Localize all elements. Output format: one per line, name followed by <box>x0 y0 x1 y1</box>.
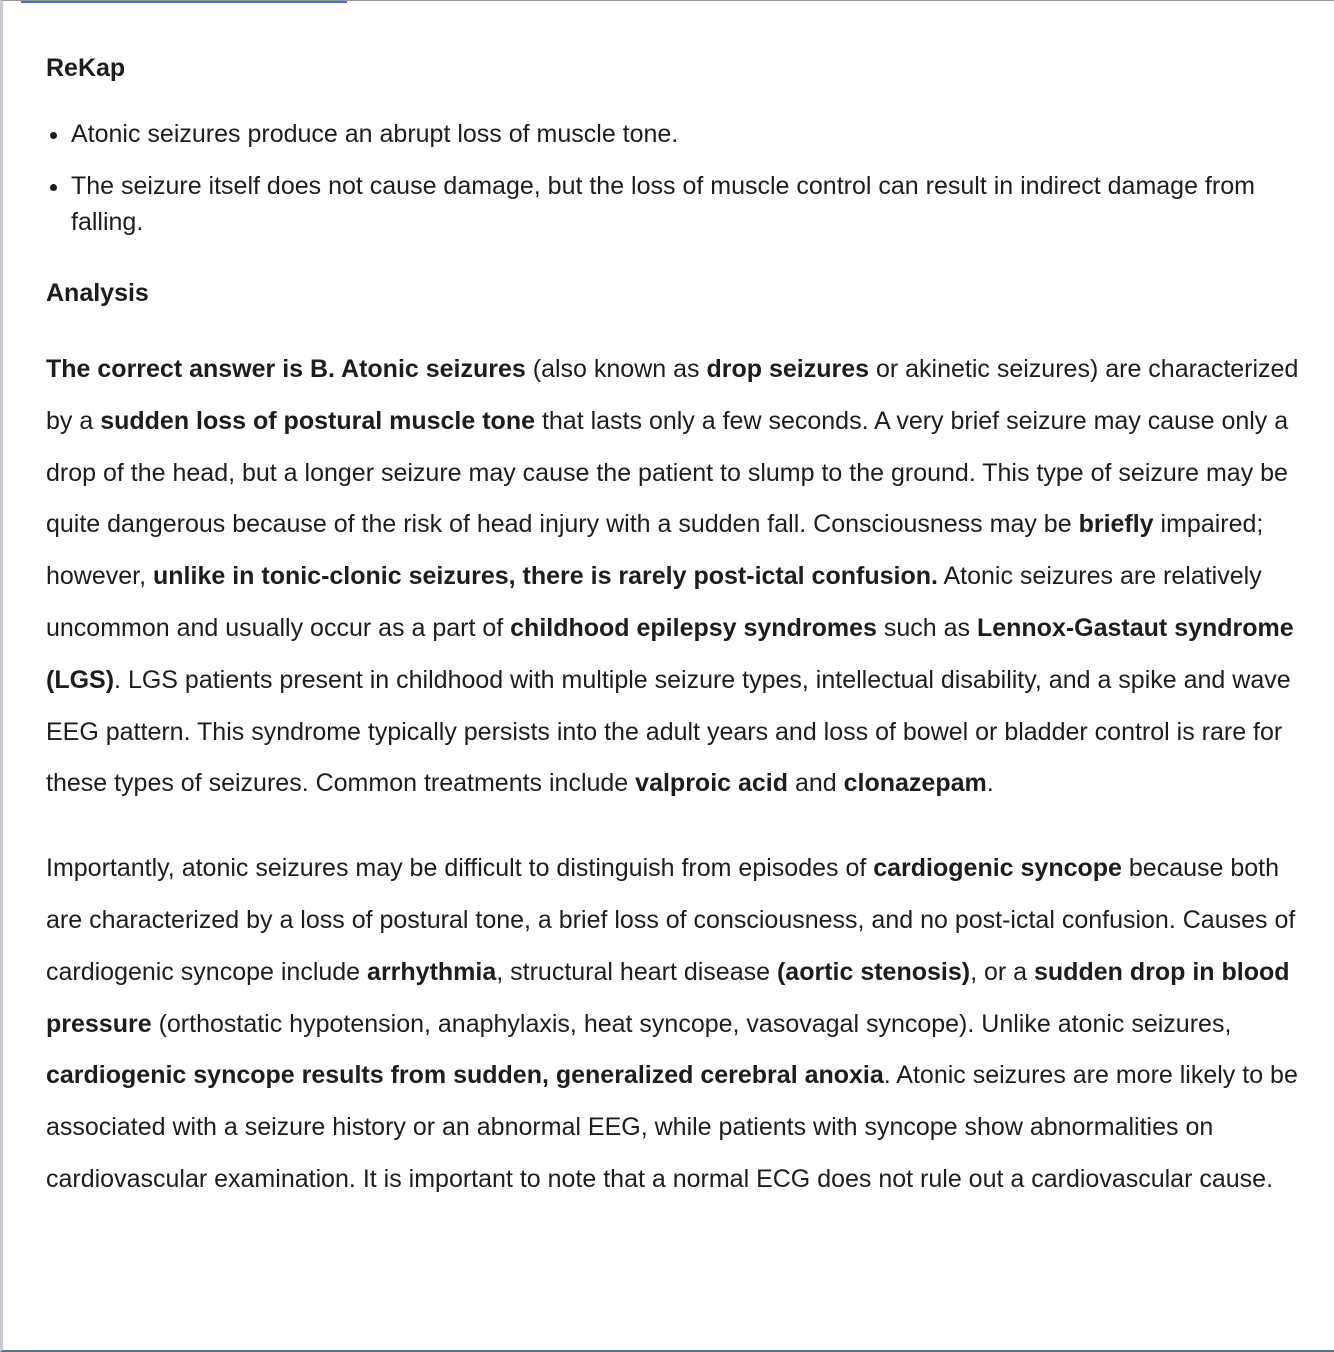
emphasis-text: (aortic stenosis) <box>776 957 971 986</box>
explanation-content <box>46 49 1306 1206</box>
analysis-paragraph <box>46 344 1306 810</box>
rekap-list <box>46 116 1306 240</box>
emphasis-text: Lennox-Gastaut syndrome (LGS) <box>46 613 1294 694</box>
text-run: Importantly, atonic seizures may be difficult to distinguish from episodes of <box>46 854 874 883</box>
text-run: (orthostatic hypotension, anaphylaxis, heat syncope, vasovagal syncope). Unlike atonic seizures, <box>151 1009 1232 1038</box>
text-run: such as <box>876 613 977 642</box>
rekap-item: • Atonic seizures produce an abrupt loss of muscle tone. <box>71 116 1306 152</box>
emphasis-text: unlike in tonic-clonic seizures, there is rarely post-ictal confusion. <box>153 562 938 591</box>
emphasis-text: cardiogenic syncope results from sudden, generalized cerebral anoxia <box>46 1061 884 1090</box>
rekap-item: • The seizure itself does not cause damage, but the loss of muscle control can result in indirect damage from falling. <box>71 168 1306 240</box>
analysis-heading: Analysis <box>46 279 149 307</box>
text-run: that lasts only a few seconds. A very brief seizure may cause only a drop of the head, but a longer seizure may cause the patient to slump to the ground. This type of seizure may be quite dangerous because of the risk of head injury with a sudden fall. Consciousness may be <box>46 406 1289 539</box>
emphasis-text: drop seizures <box>706 355 870 383</box>
text-run: or akinetic seizures) are characterized by a <box>46 355 1299 435</box>
emphasis-text: cardiogenic syncope <box>873 854 1122 883</box>
rekap-heading: ReKap <box>46 54 126 82</box>
text-run: and <box>788 769 844 798</box>
text-run: impaired; however, <box>46 510 1264 591</box>
text-run: . Atonic seizures are more likely to be associated with a seizure history or an abnormal EEG, while patients with syncope show abnormalities on cardiovascular examination. It is important to note that a normal ECG does not rule out a cardiovascular cause. <box>46 1061 1298 1193</box>
text-run: Atonic seizures are relatively uncommon and usually occur as a part of <box>46 562 1262 642</box>
text-run: , or a <box>970 957 1034 986</box>
progress-indicator <box>21 1 347 3</box>
text-run: (also known as <box>525 355 707 383</box>
emphasis-text: briefly <box>1078 510 1154 539</box>
text-run: because both are characterized by a loss of postural tone, a brief loss of consciousness, and no post-ictal confusion. Causes of cardiogenic syncope include <box>46 854 1296 986</box>
emphasis-text: arrhythmia <box>367 957 497 986</box>
emphasis-text: sudden loss of postural muscle tone <box>100 406 535 435</box>
emphasis-text: clonazepam <box>843 769 987 798</box>
emphasis-text: valproic acid <box>635 769 789 798</box>
text-run: . LGS patients present in childhood with multiple seizure types, intellectual disability, and a spike and wave EEG pattern. This syndrome typically persists into the adult years and loss of bowel or bladder control is rare for these types of seizures. Common treatments include <box>46 665 1291 798</box>
emphasis-text: sudden drop in blood pressure <box>46 957 1290 1038</box>
analysis-paragraph <box>46 843 1306 1206</box>
answer-statement: The correct answer is B. Atonic seizures <box>46 355 526 383</box>
text-run: , structural heart disease <box>496 957 777 986</box>
text-run: . <box>986 769 994 798</box>
emphasis-text: childhood epilepsy syndromes <box>510 613 877 642</box>
